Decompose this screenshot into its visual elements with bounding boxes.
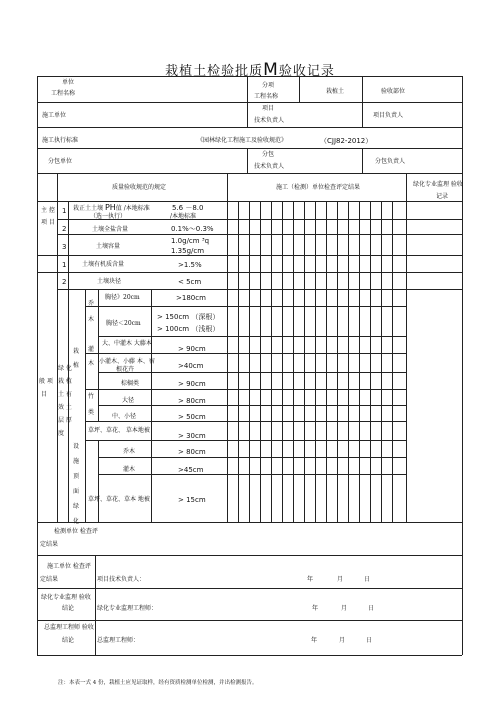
grid-line-h	[37, 76, 462, 77]
general-item-1: 土壤有机质含量	[82, 261, 125, 268]
grid-line-h	[85, 306, 227, 307]
main-no-2: 2	[62, 225, 67, 233]
date-month-1: 月	[337, 576, 344, 583]
row-value-7: > 50cm	[178, 413, 206, 421]
grid-line-h	[227, 234, 406, 235]
date-day-1: 日	[364, 576, 371, 583]
grid-line-h	[37, 522, 462, 523]
shrub-label: 木	[88, 360, 95, 367]
grid-line-h	[37, 588, 462, 589]
main-control-label-a: 主 控	[41, 207, 55, 214]
grid-line-h	[227, 255, 406, 256]
date-month-2: 月	[341, 605, 348, 612]
subcontract-unit: 分包单位	[48, 158, 73, 165]
facility-label: 面	[73, 488, 80, 495]
row-value-11: > 15cm	[178, 496, 206, 504]
group-label: 层 厚	[58, 417, 72, 424]
grid-line-h	[227, 353, 406, 354]
grid-line-h	[227, 372, 406, 373]
grid-line-v	[406, 173, 407, 522]
grid-line-v	[85, 289, 86, 522]
subcontract-tech-leader: 技术负责人	[254, 163, 285, 170]
group-label: 绿 化	[58, 365, 72, 372]
row-value-1: >180cm	[176, 294, 206, 302]
grid-line-v	[37, 76, 38, 655]
main-value-1b: /本地标准	[170, 213, 197, 220]
date-year-1: 年	[307, 576, 314, 583]
main-value-1a: 5.6 －8.0	[172, 204, 204, 212]
row-name-3: 大、中灌木 大藤本	[102, 340, 152, 347]
row-name-6: 大径	[122, 397, 135, 404]
row-value-10: >45cm	[178, 466, 204, 474]
grid-line-v	[247, 148, 248, 173]
row-value-9: > 80cm	[178, 448, 206, 456]
main-value-3a: 1.0g/cm ³q	[171, 237, 210, 245]
date-month-3: 月	[339, 637, 346, 644]
general-no-1: 1	[62, 261, 67, 269]
check-result-header: 施工（检测）单位检查评定结果	[276, 184, 361, 191]
general-label-a: 般 项	[39, 378, 53, 385]
row-value-6: > 80cm	[178, 397, 206, 405]
facility-label: 设	[73, 443, 80, 450]
standard-name: 《园林绿化工程施工及验收规范》	[197, 137, 288, 144]
row-name-2: 胸径＜20cm	[106, 320, 141, 327]
grid-line-v	[57, 173, 58, 522]
grid-line-h	[227, 389, 406, 390]
general-value-2: < 5cm	[178, 278, 202, 286]
grid-line-h	[227, 289, 406, 290]
bamboo-label: 类	[88, 409, 95, 416]
project-label: 项目	[262, 105, 275, 112]
main-item-1-a: 栽正土土壤	[73, 205, 104, 212]
chief-sign: 总监理工程师：	[97, 637, 140, 644]
grid-line-h	[98, 474, 227, 475]
row-name-10: 灌木	[123, 466, 136, 473]
planting-label: 栽	[73, 348, 80, 355]
row-name-11: 草坪、草花、草本 地被	[88, 496, 150, 503]
supervision-header-a: 绿化专业监理 验收	[413, 181, 463, 188]
supervision-a: 绿化专业监理 验收	[41, 594, 91, 601]
row-value-4: >40cm	[178, 362, 204, 370]
grid-line-v	[98, 440, 99, 522]
project-name-label: 工程名称	[51, 90, 76, 97]
group-label: 土 有	[58, 391, 72, 398]
main-control-label-b: 项 目	[41, 219, 55, 226]
date-year-2: 年	[312, 605, 319, 612]
main-item-1	[73, 204, 150, 213]
chief-a: 总监理工程师 验收	[44, 624, 94, 631]
grid-line-h	[85, 421, 227, 422]
row-name-1: 胸径》20cm	[105, 294, 140, 301]
date-year-3: 年	[311, 637, 318, 644]
grid-line-v	[98, 289, 99, 336]
title-prefix: 栽植土检验批质	[165, 64, 264, 79]
project-leader: 项目负责人	[373, 112, 404, 119]
construction-a: 施工单位 检查评	[47, 563, 91, 570]
row-value-3: > 90cm	[178, 345, 206, 353]
grid-line-h	[37, 620, 462, 621]
grid-line-v	[68, 201, 69, 289]
date-day-3: 日	[366, 637, 373, 644]
grid-line-h	[227, 440, 406, 441]
planting-label: 植	[73, 362, 80, 369]
main-no-1: 1	[62, 207, 67, 215]
grid-line-h	[85, 389, 227, 390]
standard-code: （CJJ82-2012）	[320, 137, 373, 145]
grid-line-h	[85, 353, 227, 354]
main-value-2: 0.1%～0.3%	[171, 225, 214, 233]
grid-line-v	[227, 173, 228, 522]
construction-b: 定结果	[40, 576, 59, 583]
facility-label: 顶	[73, 473, 80, 480]
facility-label: 绿	[73, 503, 80, 510]
grid-line-h	[227, 336, 406, 337]
grid-line-v	[247, 76, 248, 127]
facility-label: 施	[73, 458, 80, 465]
unit-label: 单位	[62, 79, 75, 86]
general-item-2: 土壤块径	[97, 278, 122, 285]
grid-line-h	[37, 655, 462, 656]
group-label: 效 土	[58, 404, 72, 411]
planting-soil: 栽植土	[326, 88, 345, 95]
main-value-3b: 1.35g/cm	[171, 247, 205, 255]
row-value-2a: > 150cm （深根）	[157, 313, 220, 321]
tree-label: 乔	[88, 300, 95, 307]
tree-label: 木	[88, 316, 95, 323]
grid-line-h	[37, 555, 462, 556]
grid-line-h	[227, 405, 406, 406]
title-mid: M	[263, 60, 279, 80]
title-suffix: 验收记录	[278, 64, 335, 79]
footnote: 注：本表一式 4 份，栽植土应见证取样，经有资质检测单位检测，并出检测报告。	[58, 680, 258, 686]
grid-line-h	[227, 457, 406, 458]
grid-line-h	[37, 102, 462, 103]
tech-leader: 技术负责人	[254, 117, 285, 124]
main-item-1-b: 值 /本地标准	[115, 205, 150, 212]
grid-line-v	[462, 76, 463, 655]
grid-line-h	[227, 272, 406, 273]
row-name-9: 乔木	[123, 448, 136, 455]
sub-project-label: 分项	[262, 82, 275, 89]
shrub-label: 灌	[88, 346, 95, 353]
chief-b: 结论	[62, 637, 75, 644]
date-day-2: 日	[368, 605, 375, 612]
grid-line-v	[299, 76, 300, 102]
grid-line-h	[227, 474, 406, 475]
grid-line-h	[98, 405, 227, 406]
supervision-sign: 绿化专业监理工程师：	[97, 605, 158, 612]
row-value-2b: > 100cm （浅根）	[157, 325, 220, 333]
main-item-1-ph: PH	[104, 203, 116, 212]
facility-label: 化	[73, 518, 80, 525]
row-name-8: 草坪、草花、 草本地被	[88, 427, 150, 434]
grid-line-h	[37, 127, 462, 128]
grid-line-h	[37, 173, 462, 174]
grid-line-h	[227, 306, 406, 307]
grid-line-h	[37, 148, 462, 149]
grid-line-v	[362, 148, 363, 173]
acceptance-part: 验收部位	[381, 88, 406, 95]
group-label: 栽 植	[58, 378, 72, 385]
sub-project-name: 工程名称	[254, 93, 279, 100]
row-name-4a: 小灌木、小藤 本、宿	[99, 358, 155, 365]
check-unit-b: 定结果	[40, 541, 59, 548]
page-title	[0, 60, 500, 80]
grid-line-v	[98, 336, 99, 421]
row-name-4b: 根花卉	[116, 366, 135, 373]
construction-unit: 施工单位	[42, 112, 67, 119]
spec-header: 质量验收规范的规定	[112, 184, 167, 191]
row-name-7: 中、小径	[112, 413, 137, 420]
row-value-8: > 30cm	[178, 432, 206, 440]
grid-line-v	[362, 76, 363, 127]
grid-line-v	[95, 555, 96, 655]
subcontract-leader: 分包负责人	[375, 158, 406, 165]
bamboo-label: 竹	[88, 393, 95, 400]
general-value-1: >1.5%	[178, 261, 202, 269]
general-no-2: 2	[62, 278, 67, 286]
row-name-5: 棕榈类	[121, 380, 140, 387]
standard-label: 施工执行标准	[42, 137, 79, 144]
grid-line-h	[98, 457, 227, 458]
main-no-3: 3	[62, 243, 67, 251]
row-value-5: > 90cm	[178, 380, 206, 388]
main-item-2: 土壤全盐含量	[92, 226, 129, 233]
grid-line-h	[98, 336, 227, 337]
grid-line-h	[85, 440, 227, 441]
grid-line-h	[227, 201, 406, 202]
grid-line-h	[227, 421, 406, 422]
main-item-3: 土壤容量	[96, 243, 121, 250]
subcontract-label: 分包	[262, 151, 275, 158]
general-label-b: 目	[41, 391, 48, 398]
construction-sign: 项目技术负责人：	[97, 576, 146, 583]
group-label: 度	[58, 430, 65, 437]
main-item-1-c: （选一执行）	[90, 213, 127, 220]
check-unit-a: 检测单位 检查评	[54, 528, 98, 535]
supervision-b: 结论	[62, 605, 75, 612]
supervision-header-b: 记录	[436, 193, 449, 200]
grid-line-h	[227, 219, 406, 220]
